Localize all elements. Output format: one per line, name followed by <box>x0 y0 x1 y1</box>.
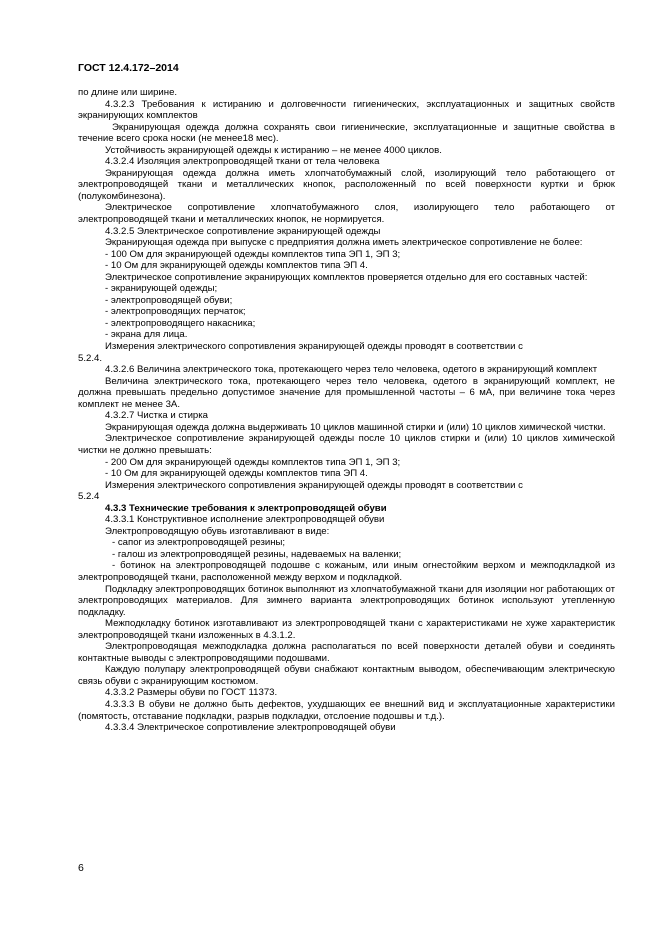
paragraph: - 10 Ом для экранирующей одежды комплектов типа ЭП 4. <box>105 260 368 272</box>
paragraph: 4.3.3.1 Конструктивное исполнение электропроводящей обуви <box>105 514 385 526</box>
paragraph: Каждую полупару электропроводящей обуви снабжают контактным выводом, обеспечивающим электрическую связь обуви с экранирующим костюмом. <box>78 664 615 687</box>
paragraph: 4.3.3.4 Электрическое сопротивление электропроводящей обуви <box>105 722 396 734</box>
paragraph: - 100 Ом для экранирующей одежды комплектов типа ЭП 1, ЭП 3; <box>105 248 401 260</box>
paragraph: Электрическое сопротивление экранирующих комплектов проверяется отдельно для его составных частей: <box>105 271 588 283</box>
paragraph: 4.3.3.3 В обуви не должно быть дефектов, ухудшающих ее внешний вид и эксплуатационные характеристики (помятость, отставание подкладки, разрыв подкладки, отслоение подошвы и т.д.). <box>78 698 615 722</box>
paragraph: 4.3.2.3 Требования к истиранию и долговечности гигиенических, эксплуатационных и защитных свойств экранирующих комплектов <box>78 98 615 122</box>
paragraph: по длине или ширине. <box>78 87 178 98</box>
paragraph: Устойчивость экранирующей одежды к истиранию – не менее 4000 циклов. <box>105 144 442 156</box>
paragraph: - 10 Ом для экранирующей одежды комплектов типа ЭП 4. <box>105 468 368 480</box>
paragraph: 4.3.2.7 Чистка и стирка <box>105 410 209 422</box>
paragraph: Электропроводящая межподкладка должна располагаться по всей поверхности деталей обуви и соединять контактные выводы с электропроводящими подошвами. <box>78 641 615 664</box>
paragraph: 5.2.4. <box>78 352 103 364</box>
paragraph: 4.3.2.6 Величина электрического тока, протекающего через тело человека, одетого в экранирующий комплект <box>105 364 598 376</box>
paragraph: Электрическое сопротивление экранирующей одежды после 10 циклов стирки и (или) 10 циклов химической чистки не должно превышать: <box>78 433 615 456</box>
paragraph: - ботинок на электропроводящей подошве с кожаным, или иным огнестойким верхом и межподкладкой из электропроводящей ткани, расположенной между верхом и подкладкой. <box>78 560 615 583</box>
paragraph: - электропроводящего накасника; <box>105 317 256 329</box>
paragraph: 4.3.2.5 Электрическое сопротивление экранирующей одежды <box>105 225 381 237</box>
document-header: ГОСТ 12.4.172–2014 <box>78 62 179 74</box>
paragraph: - галош из электропроводящей резины, надеваемых на валенки; <box>112 548 402 560</box>
paragraph: Экранирующая одежда должна выдерживать 10 циклов машинной стирки и (или) 10 циклов химической чистки. <box>105 421 606 433</box>
paragraph: Измерения электрического сопротивления экранирующей одежды проводят в соответствии с <box>105 479 523 491</box>
paragraph: 4.3.2.4 Изоляция электропроводящей ткани от тела человека <box>105 156 380 168</box>
document-body <box>78 87 615 734</box>
paragraph: Экранирующая одежда должна иметь хлопчатобумажный слой, изолирующий тело работающего от электропроводящей ткани и металлических кнопок, расположенный по всей поверхности куртки и брюк (полукомбинезона). <box>78 167 615 202</box>
paragraph: - сапог из электропроводящей резины; <box>112 537 286 549</box>
paragraph: Электрическое сопротивление хлопчатобумажного слоя, изолирующего тело работающего от электропроводящей ткани и металлических кнопок, не нормируется. <box>78 202 615 226</box>
paragraph: Электропроводящую обувь изготавливают в виде: <box>105 525 330 537</box>
paragraph: - экрана для лица. <box>105 329 188 341</box>
paragraph: - экранирующей одежды; <box>105 283 218 295</box>
paragraph: - электропроводящих перчаток; <box>105 306 246 318</box>
page-number: 6 <box>78 862 84 874</box>
paragraph: 4.3.3 Технические требования к электропроводящей обуви <box>105 502 387 514</box>
paragraph: - 200 Ом для экранирующей одежды комплектов типа ЭП 1, ЭП 3; <box>105 456 401 468</box>
paragraph: 4.3.3.2 Размеры обуви по ГОСТ 11373. <box>105 687 278 699</box>
paragraph: Величина электрического тока, протекающего через тело человека, одетого в экранирующий комплект, не должна превышать предельно допустимое значение для промышленной частоты – 6 мА, при величине тока через комплект не менее 3А. <box>78 375 615 410</box>
paragraph: Измерения электрического сопротивления экранирующей одежды проводят в соответствии с <box>105 341 523 353</box>
paragraph: Экранирующая одежда при выпуске с предприятия должна иметь электрическое сопротивление не более: <box>105 237 583 249</box>
paragraph: 5.2.4 <box>78 491 100 503</box>
paragraph: Экранирующая одежда должна сохранять свои гигиенические, эксплуатационные и защитные свойства в течение всего срока носки (не менее18 мес). <box>78 121 615 145</box>
paragraph: Межподкладку ботинок изготавливают из электропроводящей ткани с характеристиками не хуже характеристик электропроводящей ткани изложенных в 4.3.1.2. <box>78 618 615 641</box>
paragraph: - электропроводящей обуви; <box>105 294 233 306</box>
paragraph: Подкладку электропроводящих ботинок выполняют из хлопчатобумажной ткани для изоляции ног работающих от электропроводящих материалов. Для зимнего варианта электропроводящих ботинок используют утепленную подкладку. <box>78 583 615 618</box>
